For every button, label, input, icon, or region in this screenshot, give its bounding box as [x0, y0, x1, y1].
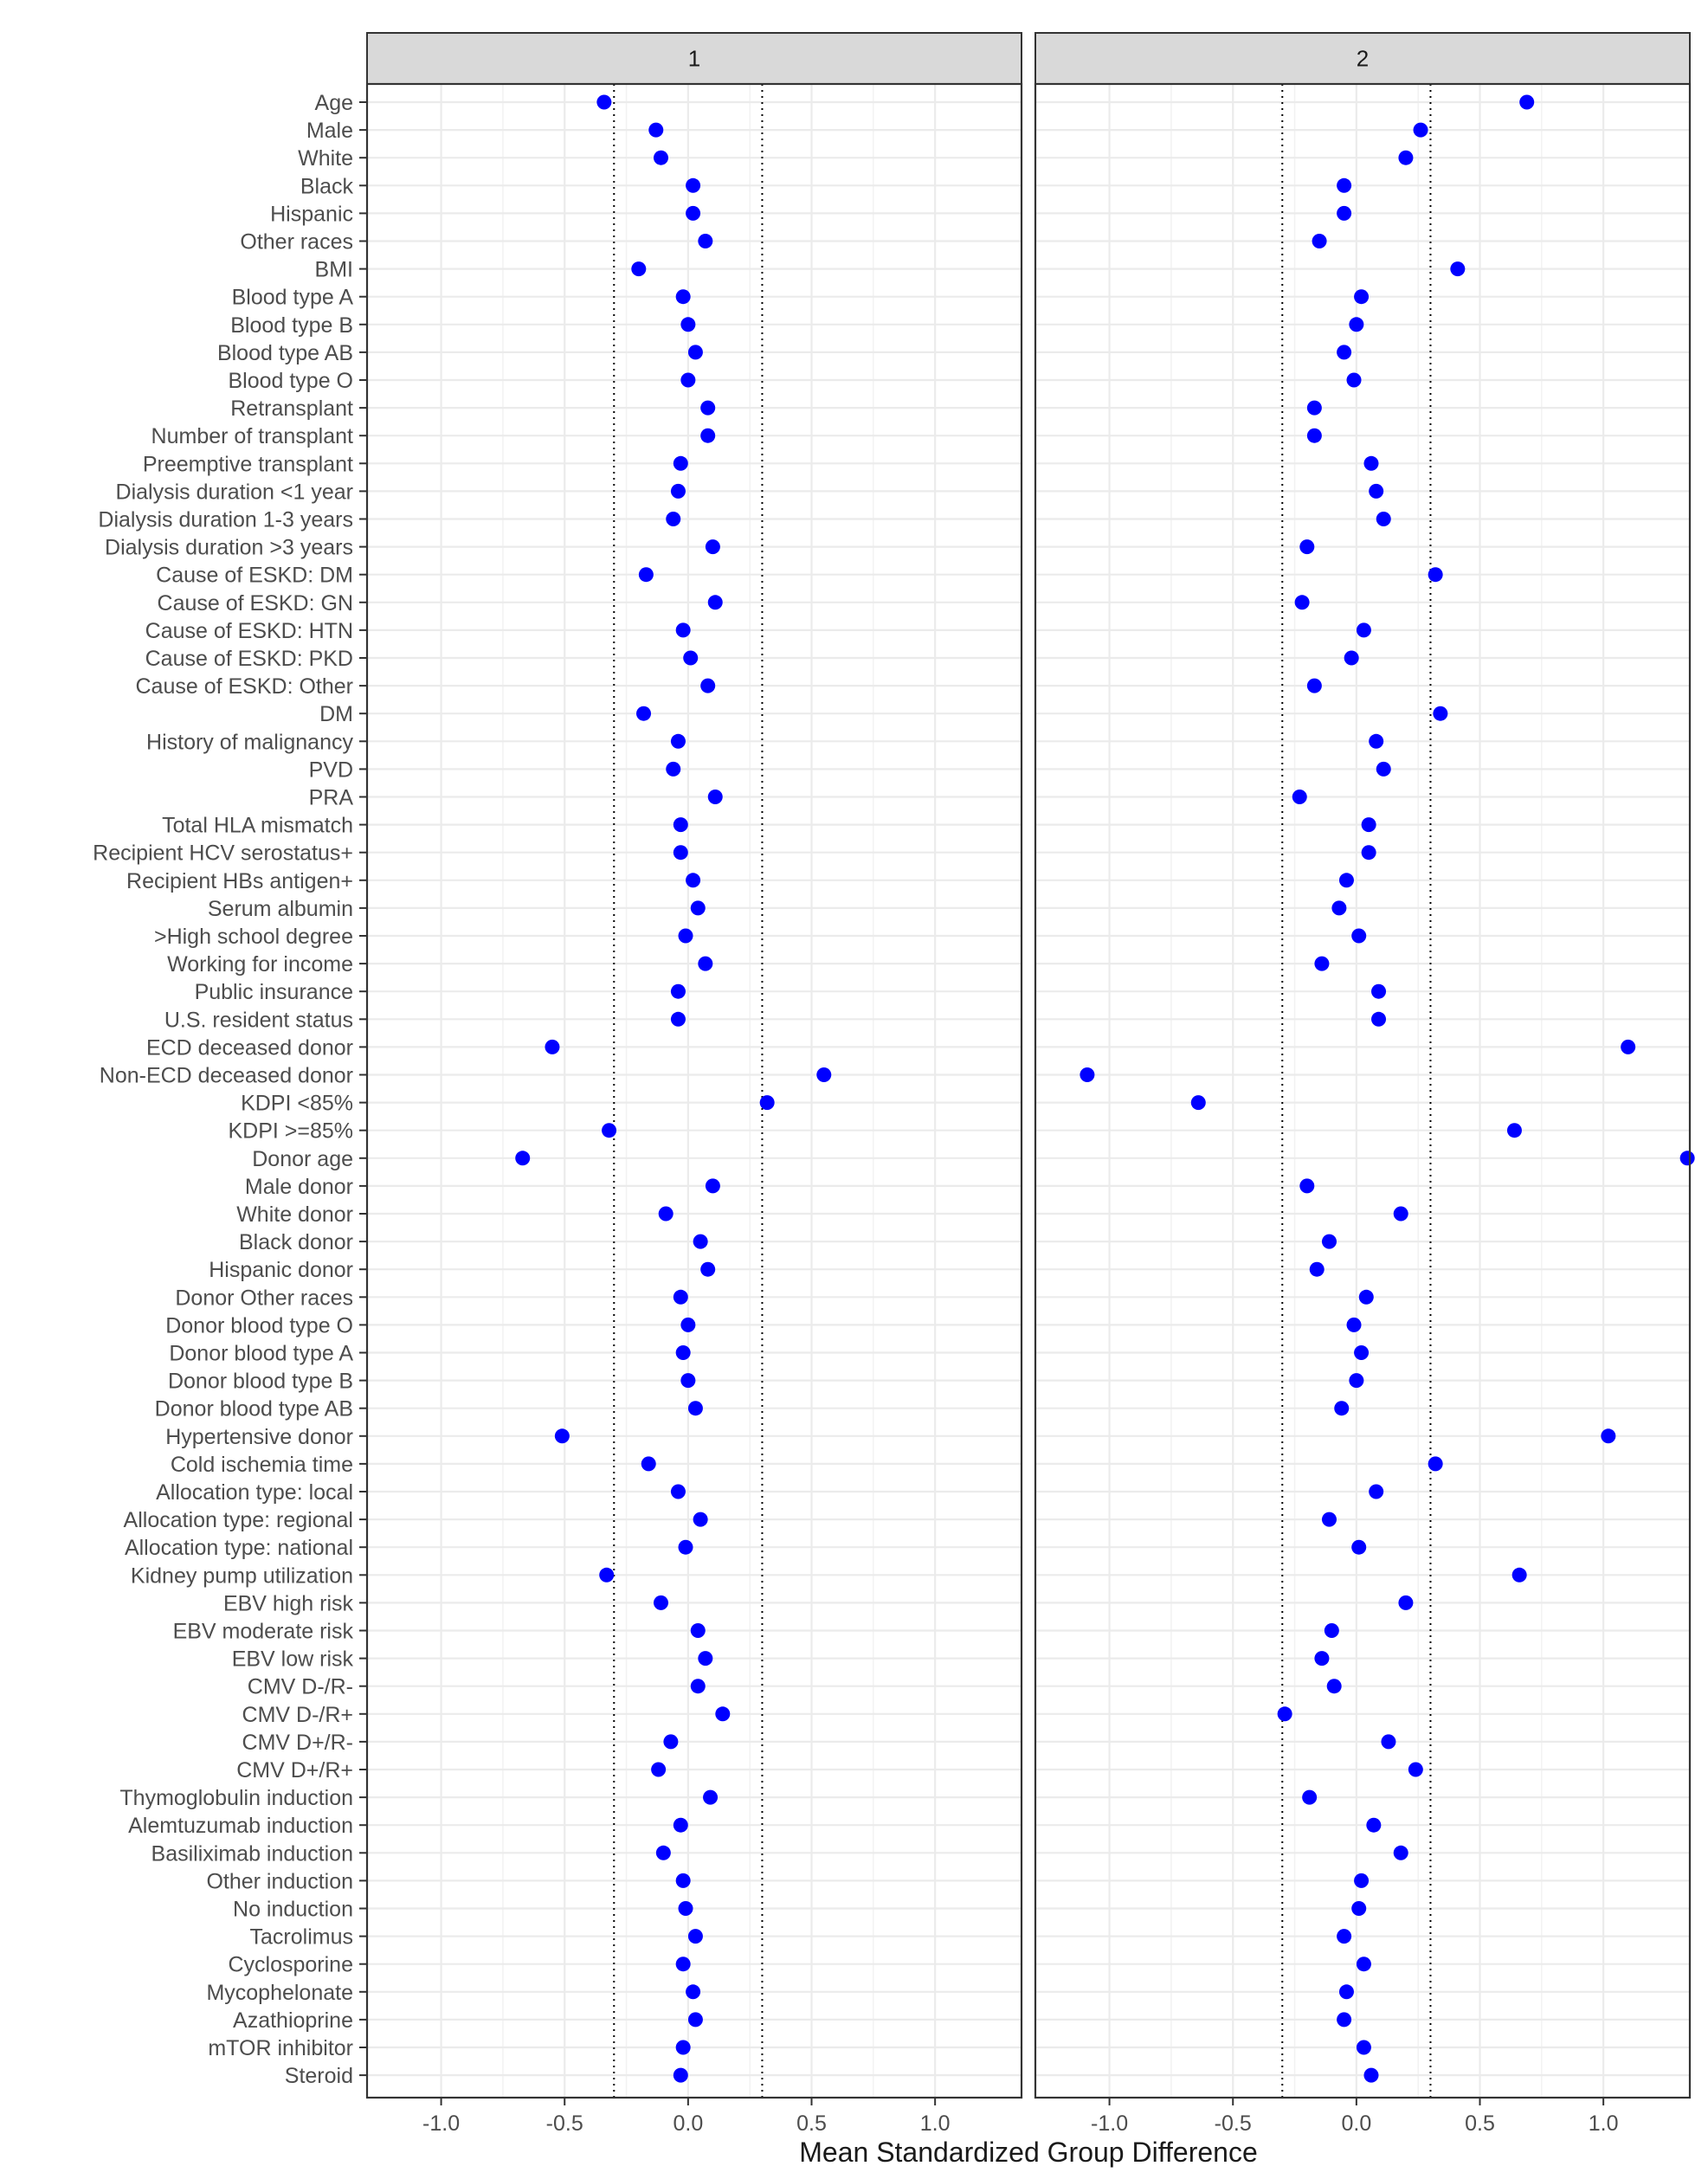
y-tick-label: Donor blood type O — [165, 1313, 353, 1338]
panel-2-point — [1337, 345, 1351, 359]
panel-2-point — [1314, 957, 1329, 971]
y-tick-label: Hypertensive donor — [165, 1424, 353, 1449]
panel-1-point — [676, 1873, 691, 1888]
panel-1-point — [691, 900, 706, 915]
panel-2-point — [1680, 1151, 1695, 1165]
y-tick-label: PRA — [308, 785, 353, 810]
y-tick-label: Cause of ESKD: DM — [156, 563, 353, 588]
panel-1-point — [679, 1901, 693, 1916]
panel-2-point — [1394, 1846, 1408, 1860]
panel-2-point — [1366, 1818, 1381, 1833]
panel-2-point — [1307, 401, 1322, 416]
panel-1-point — [654, 1596, 668, 1610]
y-tick-label: EBV low risk — [231, 1647, 353, 1672]
y-tick-label: Basiliximab induction — [151, 1841, 353, 1866]
y-tick-label: PVD — [308, 757, 353, 783]
y-tick-label: Thymoglobulin induction — [119, 1786, 353, 1811]
y-tick-label: White donor — [236, 1202, 353, 1227]
y-tick-label: Hispanic — [270, 202, 353, 227]
y-tick-label: Non-ECD deceased donor — [99, 1063, 353, 1088]
panel-1-point — [688, 345, 703, 359]
panel-2-point — [1363, 2068, 1378, 2083]
panel-1-x-tick-label: -1.0 — [422, 2111, 461, 2136]
panel-1-point — [679, 929, 693, 944]
y-tick-label: White — [298, 146, 353, 171]
y-tick-label: KDPI >=85% — [228, 1119, 353, 1144]
panel-1-point — [639, 567, 654, 582]
panel-1-point — [674, 817, 688, 832]
y-tick-label: Black — [300, 174, 353, 199]
panel-2-point — [1398, 151, 1413, 165]
panel-2-point — [1349, 317, 1363, 332]
panel-1-point — [641, 1456, 656, 1471]
panel-2-point — [1302, 1790, 1317, 1805]
y-tick-label: CMV D+/R+ — [236, 1758, 353, 1783]
panel-2-point — [1369, 1485, 1383, 1499]
panel-2-point — [1331, 900, 1346, 915]
panel-1-point — [599, 1568, 614, 1583]
panel-1-point — [676, 289, 691, 304]
y-tick-label: Mycophelonate — [206, 1980, 353, 2005]
panel-2-point — [1357, 622, 1371, 637]
y-tick-label: CMV D+/R- — [242, 1730, 353, 1755]
panel-2-point — [1354, 289, 1369, 304]
panel-1-point — [636, 706, 651, 721]
panel-1-point — [671, 484, 686, 499]
panel-2-point — [1601, 1428, 1615, 1443]
panel-2-point — [1363, 456, 1378, 471]
panel-2-point — [1292, 790, 1307, 804]
panel-2-background — [1035, 84, 1690, 2098]
y-tick-label: Recipient HCV serostatus+ — [93, 841, 353, 866]
y-tick-label: Other induction — [206, 1869, 353, 1894]
panel-2-point — [1347, 1318, 1362, 1332]
panel-1-x-tick-label: 0.0 — [673, 2111, 704, 2136]
y-tick-label: Dialysis duration <1 year — [115, 480, 353, 505]
y-tick-label: Public insurance — [194, 980, 353, 1005]
panel-1-point — [688, 2012, 703, 2027]
panel-1-point — [686, 1984, 700, 1999]
y-tick-label: Cause of ESKD: Other — [135, 674, 353, 699]
panel-1-point — [703, 1790, 718, 1805]
y-tick-label: Donor blood type A — [169, 1341, 353, 1366]
panel-1-point — [700, 679, 715, 693]
panel-1-point — [679, 1540, 693, 1555]
panel-2-point — [1433, 706, 1447, 721]
panel-1-point — [700, 429, 715, 443]
panel-1-point — [691, 1623, 706, 1638]
panel-1-point — [648, 123, 663, 138]
panel-2-point — [1307, 429, 1322, 443]
y-tick-label: Total HLA mismatch — [162, 813, 353, 838]
panel-2-point — [1299, 1178, 1314, 1193]
panel-1-point — [680, 373, 695, 388]
y-tick-label: ECD deceased donor — [145, 1035, 353, 1060]
y-tick-label: Cause of ESKD: GN — [157, 590, 353, 616]
y-tick-label: Male — [306, 119, 353, 144]
y-tick-label: Cause of ESKD: PKD — [145, 647, 353, 671]
panel-2-point — [1354, 1873, 1369, 1888]
panel-1-point — [666, 512, 680, 526]
panel-1-point — [706, 1178, 720, 1193]
y-tick-label: CMV D-/R- — [247, 1674, 353, 1699]
panel-1-point — [693, 1235, 708, 1249]
panel-2-point — [1351, 1540, 1366, 1555]
panel-2-point — [1347, 373, 1362, 388]
panel-2-point — [1369, 734, 1383, 749]
panel-2-point — [1337, 178, 1351, 193]
panel-2-x-tick-label: 1.0 — [1588, 2111, 1619, 2136]
panel-2-point — [1362, 817, 1376, 832]
y-tick-label: Cyclosporine — [228, 1952, 353, 1977]
panel-2-x-tick-label: -1.0 — [1091, 2111, 1129, 2136]
y-tick-label: Working for income — [167, 952, 353, 977]
panel-1-x-tick-label: -0.5 — [545, 2111, 583, 2136]
y-tick-label: Blood type A — [231, 285, 353, 310]
panel-2-point — [1621, 1040, 1635, 1054]
panel-2-point — [1322, 1235, 1337, 1249]
y-tick-label: DM — [319, 702, 353, 727]
panel-1-point — [671, 734, 686, 749]
panel-2-point — [1299, 539, 1314, 554]
y-tick-label: Serum albumin — [207, 896, 353, 921]
y-tick-label: Blood type B — [230, 313, 353, 338]
panel-2-point — [1191, 1095, 1206, 1110]
panel-2-point — [1339, 873, 1354, 887]
panel-1-point — [659, 1207, 674, 1222]
panel-1-point — [674, 456, 688, 471]
panel-1-point — [656, 1846, 671, 1860]
panel-2-point — [1357, 2040, 1371, 2055]
panel-1-point — [676, 2040, 691, 2055]
y-tick-label: Blood type AB — [216, 340, 353, 365]
panel-1-point — [706, 539, 720, 554]
y-tick-label: Steroid — [284, 2064, 353, 2089]
panel-1-point — [631, 261, 646, 276]
panel-1-point — [680, 1318, 695, 1332]
panel-2-strip-label: 2 — [1356, 45, 1370, 72]
y-tick-label: Blood type O — [228, 369, 353, 393]
panel-1-point — [708, 595, 723, 609]
panel-2-point — [1376, 762, 1391, 777]
panel-1-point — [760, 1095, 775, 1110]
panel-1-point — [674, 2068, 688, 2083]
panel-2-point — [1307, 679, 1322, 693]
panel-1-point — [671, 1485, 686, 1499]
panel-1-point — [555, 1428, 570, 1443]
x-axis-title: Mean Standardized Group Difference — [799, 2137, 1258, 2168]
panel-1-point — [698, 1651, 712, 1666]
panel-2-point — [1344, 651, 1359, 666]
y-tick-label: Alemtuzumab induction — [128, 1814, 353, 1839]
y-tick-label: Preemptive transplant — [142, 452, 353, 477]
panel-2-point — [1354, 1345, 1369, 1360]
y-tick-label: Allocation type: national — [124, 1536, 353, 1561]
y-tick-label: History of malignancy — [146, 730, 353, 755]
panel-1-point — [686, 178, 700, 193]
y-tick-label: Dialysis duration 1-3 years — [98, 507, 353, 532]
y-tick-label: Cold ischemia time — [170, 1452, 353, 1477]
panel-2-point — [1512, 1568, 1527, 1583]
panel-2-point — [1351, 929, 1366, 944]
panel-2-point — [1339, 1984, 1354, 1999]
y-tick-label: Hispanic donor — [209, 1258, 353, 1283]
panel-2-point — [1351, 1901, 1366, 1916]
panel-2-point — [1337, 2012, 1351, 2027]
y-tick-label: >High school degree — [153, 925, 353, 949]
panel-2-point — [1369, 484, 1383, 499]
panel-1-point — [671, 1012, 686, 1027]
panel-1-point — [674, 1818, 688, 1833]
panel-1-point — [602, 1123, 616, 1138]
panel-1-point — [698, 957, 712, 971]
y-tick-label: Cause of ESKD: HTN — [145, 618, 353, 643]
panel-1-point — [666, 762, 680, 777]
panel-1-point — [676, 622, 691, 637]
panel-1-point — [700, 401, 715, 416]
panel-2-point — [1371, 1012, 1386, 1027]
panel-2-point — [1450, 261, 1465, 276]
y-tick-label: Recipient HBs antigen+ — [126, 868, 353, 893]
panel-2-point — [1371, 984, 1386, 999]
panel-2-x-tick-label: 0.5 — [1465, 2111, 1495, 2136]
panel-1-point — [683, 651, 698, 666]
panel-1-point — [671, 984, 686, 999]
panel-2-point — [1359, 1290, 1374, 1305]
panel-1-point — [715, 1706, 730, 1721]
y-tick-label: Donor Other races — [175, 1286, 353, 1311]
panel-1-point — [654, 151, 668, 165]
panel-2-point — [1325, 1623, 1339, 1638]
panel-1-strip-label: 1 — [687, 45, 701, 72]
y-tick-label: Donor age — [252, 1146, 353, 1171]
panel-1-point — [688, 1929, 703, 1944]
panel-2-point — [1519, 95, 1534, 110]
panel-2-point — [1080, 1067, 1094, 1082]
panel-2-point — [1376, 512, 1391, 526]
panel-2-point — [1334, 1401, 1349, 1415]
panel-2-point — [1381, 1734, 1395, 1749]
panel-1-point — [680, 1373, 695, 1388]
panel-2-point — [1337, 1929, 1351, 1944]
panel-1-background — [367, 84, 1022, 2098]
panel-2-point — [1310, 1262, 1325, 1277]
panel-2-x-tick-label: 0.0 — [1341, 2111, 1372, 2136]
panel-1-point — [816, 1067, 831, 1082]
panel-1-point — [676, 1345, 691, 1360]
panel-1-point — [708, 790, 723, 804]
panel-1-point — [545, 1040, 559, 1054]
panel-2-point — [1414, 123, 1428, 138]
panel-2-point — [1408, 1763, 1423, 1777]
panel-2-point — [1357, 1957, 1371, 1971]
y-tick-label: KDPI <85% — [241, 1091, 353, 1116]
y-tick-label: BMI — [314, 257, 353, 282]
panel-1-point — [515, 1151, 530, 1165]
panel-2-point — [1507, 1123, 1522, 1138]
panel-2-point — [1312, 234, 1327, 248]
y-tick-label: Allocation type: regional — [123, 1508, 353, 1533]
y-tick-label: Male donor — [244, 1174, 353, 1199]
y-tick-label: No induction — [233, 1897, 353, 1922]
y-tick-label: Number of transplant — [151, 424, 353, 449]
panel-2-point — [1394, 1207, 1408, 1222]
panel-1-point — [651, 1763, 666, 1777]
panel-2-point — [1428, 567, 1443, 582]
panel-2-point — [1349, 1373, 1363, 1388]
panel-1-point — [674, 845, 688, 860]
y-tick-label: EBV moderate risk — [172, 1619, 353, 1644]
panel-1-point — [693, 1512, 708, 1527]
panel-2-point — [1322, 1512, 1337, 1527]
panel-1-point — [700, 1262, 715, 1277]
panel-1-x-tick-label: 0.5 — [796, 2111, 827, 2136]
y-tick-label: CMV D-/R+ — [242, 1702, 353, 1727]
y-tick-label: Other races — [240, 229, 353, 255]
y-tick-label: Azathioprine — [233, 2008, 353, 2033]
y-tick-label: Dialysis duration >3 years — [105, 535, 353, 560]
y-tick-label: Donor blood type B — [167, 1369, 353, 1394]
panel-2-point — [1337, 206, 1351, 221]
panel-1-x-tick-label: 1.0 — [919, 2111, 951, 2136]
panel-1-point — [674, 1290, 688, 1305]
panel-2-point — [1398, 1596, 1413, 1610]
panel-1-point — [680, 317, 695, 332]
panel-2-point — [1327, 1679, 1342, 1693]
y-tick-label: EBV high risk — [222, 1591, 353, 1616]
panel-2-x-tick-label: -0.5 — [1214, 2111, 1252, 2136]
panel-1-point — [691, 1679, 706, 1693]
y-tick-label: Black donor — [238, 1230, 353, 1255]
y-tick-label: U.S. resident status — [164, 1008, 353, 1033]
panel-1-point — [596, 95, 611, 110]
panel-1-point — [686, 206, 700, 221]
panel-1-point — [663, 1734, 678, 1749]
y-tick-label: Allocation type: local — [156, 1480, 353, 1505]
y-tick-label: Age — [314, 91, 353, 115]
y-tick-label: Retransplant — [230, 396, 353, 422]
panel-2-point — [1428, 1456, 1443, 1471]
panel-2-point — [1278, 1706, 1292, 1721]
panel-2-point — [1362, 845, 1376, 860]
y-tick-label: Kidney pump utilization — [130, 1563, 353, 1589]
y-tick-label: mTOR inhibitor — [208, 2036, 353, 2060]
panel-2-point — [1295, 595, 1310, 609]
panel-2-point — [1314, 1651, 1329, 1666]
panel-1-point — [676, 1957, 691, 1971]
panel-1-point — [688, 1401, 703, 1415]
panel-1-point — [686, 873, 700, 887]
y-tick-label: Donor blood type AB — [154, 1396, 353, 1422]
y-tick-label: Tacrolimus — [249, 1924, 353, 1950]
panel-1-point — [698, 234, 712, 248]
